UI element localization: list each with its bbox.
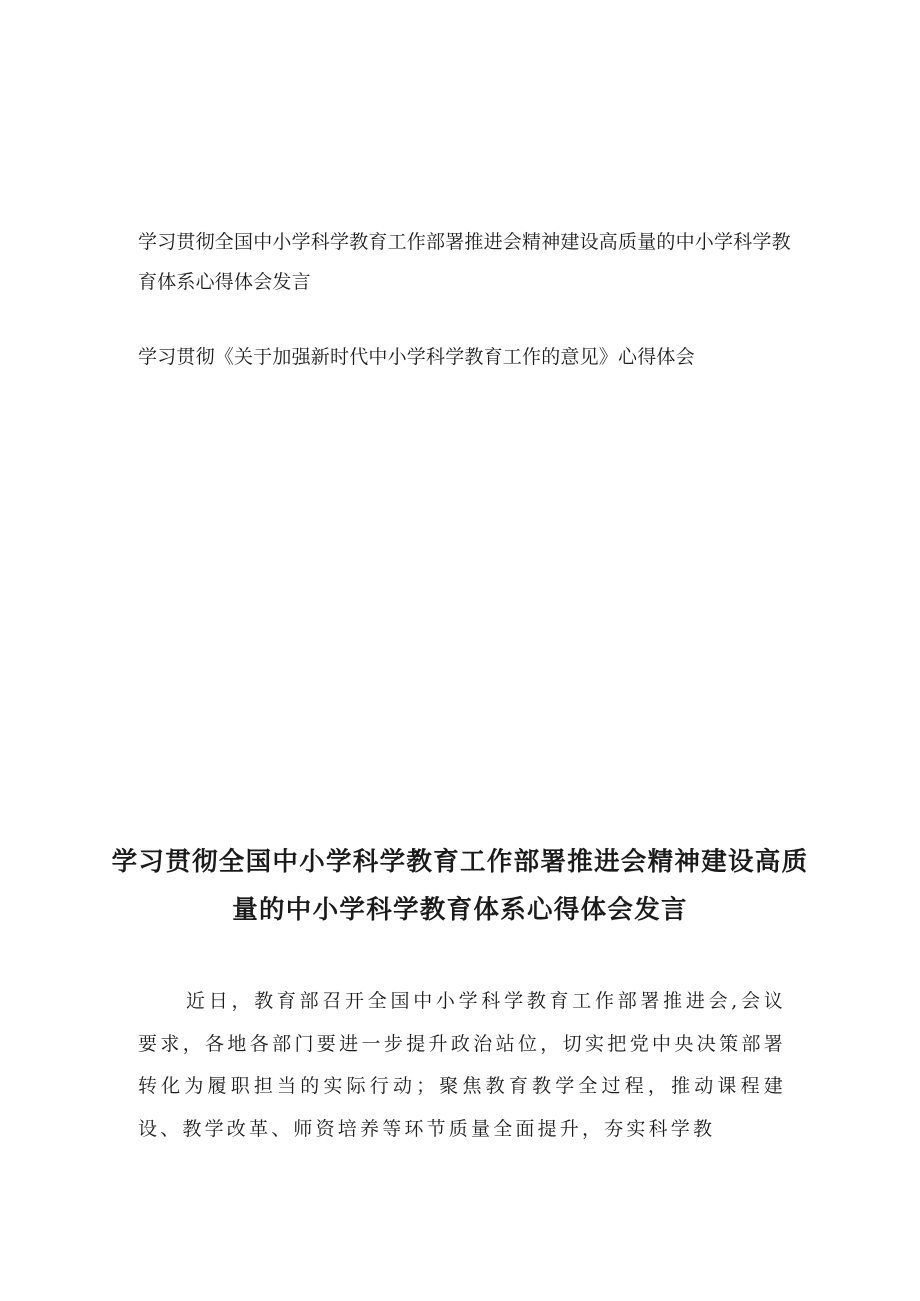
article-paragraph: 近日，教育部召开全国中小学科学教育工作部署推进会,会议要求，各地各部门要进一步提升政治站位，切实把党中央决策部署转化为履职担当的实际行动；聚焦教育教学全过程，推动课程建设、教学改革、师资培养等环节质量全面提升，夯实科学教 bbox=[138, 990, 786, 1140]
toc-item-speech[interactable]: 学习贯彻全国中小学科学教育工作部署推进会精神建设高质量的中小学科学教育体系心得体会发言 bbox=[138, 231, 791, 293]
article-title: 学习贯彻全国中小学科学教育工作部署推进会精神建设高质量的中小学科学教育体系心得体会发言 bbox=[111, 847, 809, 925]
table-of-contents bbox=[138, 222, 798, 377]
toc-item-opinion[interactable]: 学习贯彻《关于加强新时代中小学科学教育工作的意见》心得体会 bbox=[138, 346, 695, 368]
